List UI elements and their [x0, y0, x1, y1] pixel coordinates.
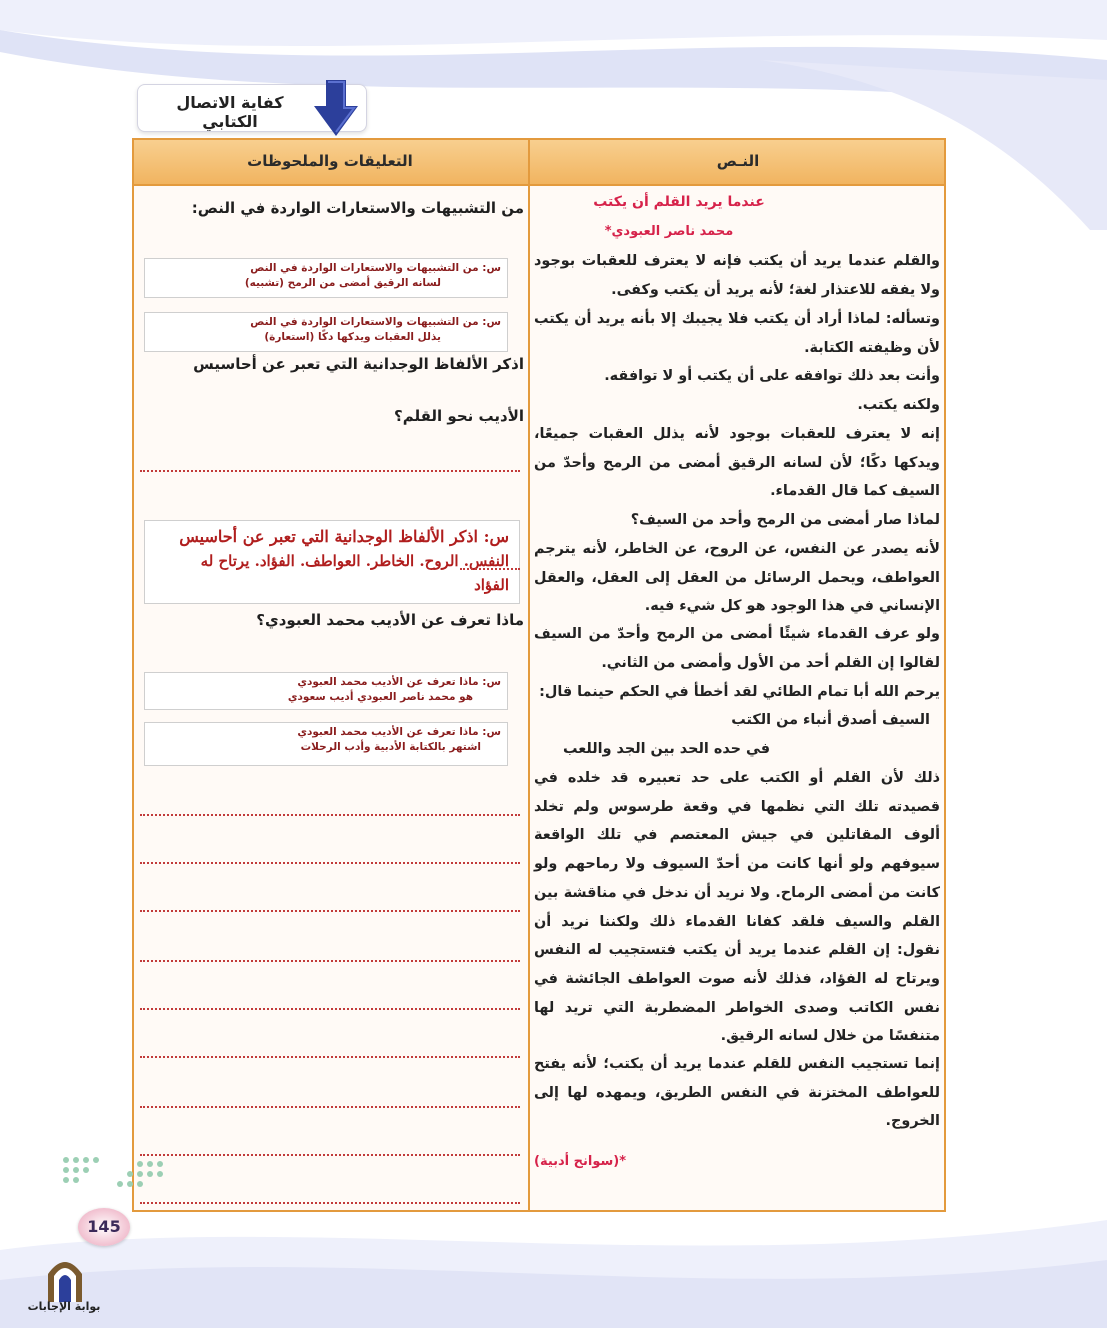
paragraph: ولكنه يكتب.	[857, 397, 940, 413]
brand-logo-icon	[44, 1252, 86, 1304]
answer-text: لسانه الرقيق أمضى من الرمح (تشبيه)	[244, 277, 441, 289]
answer-box	[144, 258, 508, 298]
paragraph: وأنت بعد ذلك توافقه على أن يكتب أو لا توافقه.	[604, 368, 940, 384]
paragraph: وتسأله: لماذا أراد أن يكتب فلا يجيبك إلا بأنه يريد أن يكتب لأن وظيفته الكتابة.	[534, 311, 940, 356]
question: من التشبيهات والاستعارات الواردة في النص:	[191, 199, 524, 217]
arrow-down-icon	[312, 80, 360, 138]
answer-question: س: من التشبيهات والاستعارات الواردة في النص	[250, 262, 501, 274]
answer-question: س: ماذا تعرف عن الأديب محمد العبودي	[297, 726, 501, 738]
poem-verse: السيف أصدق أنباء من الكتب	[731, 712, 930, 728]
section-title: كفاية الاتصال الكتابي	[176, 93, 284, 131]
answer-text: النفس. الروح. الخاطر. العواطف. الفؤاد. يرتاح له	[200, 552, 509, 570]
answer-box	[144, 312, 508, 352]
answer-line	[140, 814, 520, 816]
paragraph: إنما تستجيب النفس للقلم عندما يريد أن يكتب؛ لأنه يفتح للعواطف المختزنة في النفس الطريق، ويمهده لها إلى الخروج.	[534, 1056, 940, 1130]
answer-line	[140, 470, 520, 472]
answer-line	[140, 1202, 520, 1204]
answer-line	[140, 862, 520, 864]
answer-text: هو محمد ناصر العبودي أديب سعودي	[287, 691, 473, 703]
text-source: *(سوانح أدبية)	[534, 1154, 627, 1169]
page-number: 145	[78, 1208, 130, 1246]
paragraph: يرحم الله أبا تمام الطائي لقد أخطأ في الحكم حينما قال:	[539, 684, 940, 700]
text-title: عندما يريد القلم أن يكتب	[593, 194, 765, 210]
column-header-notes: التعليقات والملحوظات	[247, 152, 413, 170]
paragraph: ولو عرف القدماء شيئًا أمضى من الرمح وأحدّ من السيف لقالوا إن القلم أحد من الأول وأمضى من الثاني.	[534, 626, 940, 671]
answer-box	[144, 672, 508, 710]
brand-label: بوابة الإجابات	[27, 1300, 101, 1313]
answer-line	[140, 1154, 520, 1156]
answer-line	[140, 1056, 520, 1058]
answer-line	[140, 1106, 520, 1108]
answer-box	[144, 722, 508, 766]
question: الأديب نحو القلم؟	[394, 407, 524, 425]
answer-text: يذلل العقبات ويدكها دكًا (استعارة)	[264, 331, 441, 343]
column-header-text: النـص	[716, 152, 760, 170]
table-header-row	[134, 140, 944, 186]
answer-text: الفؤاد	[474, 576, 509, 594]
answer-question: س: اذكر الألفاظ الوجدانية التي تعبر عن أحاسيس	[179, 527, 509, 546]
answer-line	[140, 910, 520, 912]
paragraph: والقلم عندما يريد أن يكتب فإنه لا يعترف للعقبات بوجود ولا يفقه للاعتذار لغة؛ لأنه يريد أن يكتب وكفى.	[534, 253, 940, 298]
paragraph: لأنه يصدر عن النفس، عن الروح، عن الخاطر، لأنه يترجم العواطف، ويحمل الرسائل من العقل إلى العقل، والعقل الإنساني في هذا الوجود هو كل شيء فيه.	[534, 541, 940, 615]
question: اذكر الألفاظ الوجدانية التي تعبر عن أحاسيس	[193, 355, 524, 373]
answer-line	[140, 960, 520, 962]
decorative-dots	[60, 1154, 170, 1198]
paragraph: لماذا صار أمضى من الرمح وأحد من السيف؟	[630, 512, 940, 528]
handwritten-answer	[144, 520, 520, 604]
answer-line	[460, 568, 520, 570]
answer-question: س: ماذا تعرف عن الأديب محمد العبودي	[297, 676, 501, 688]
text-author: محمد ناصر العبودي*	[604, 224, 734, 239]
column-divider	[528, 140, 530, 1210]
question: ماذا تعرف عن الأديب محمد العبودي؟	[256, 611, 524, 629]
answer-text: اشتهر بالكتابة الأدبية وأدب الرحلات	[300, 741, 481, 753]
answer-line	[140, 1008, 520, 1010]
answer-question: س: من التشبيهات والاستعارات الواردة في النص	[250, 316, 501, 328]
paragraph: ذلك لأن القلم أو الكتب على حد تعبيره قد خلده في قصيدته تلك التي نظمها في وقعة طرسوس ولم تخلد ألوف المقاتلين في جيش المعتصم في تلك الواقعة سيوفهم ولو أنها كانت من أحدّ السيوف ولا رماحهم ولو كانت من أمضى الرماح. ولا نريد أن ندخل في مناقشة بين القلم والسيف فلقد كفانا القدماء ذلك ولكننا نريد أن نقول: إن القلم عندما يريد أن يكتب فتستجيب له النفس ويرتاح له الفؤاد، فذلك لأنه صوت العواطف الجائشة في نفس الكاتب وصدى الخواطر المضطربة التي تريد لها متنفسًا من خلال لسانه الرقيق.	[534, 770, 940, 1045]
poem-verse: في حده الحد بين الجد واللعب	[563, 741, 770, 757]
paragraph: إنه لا يعترف للعقبات بوجود لأنه يذلل العقبات جميعًا، ويدكها دكًا؛ لأن لسانه الرقيق أمضى من الرمح وأحدّ من السيف كما قال القدماء.	[534, 426, 940, 500]
